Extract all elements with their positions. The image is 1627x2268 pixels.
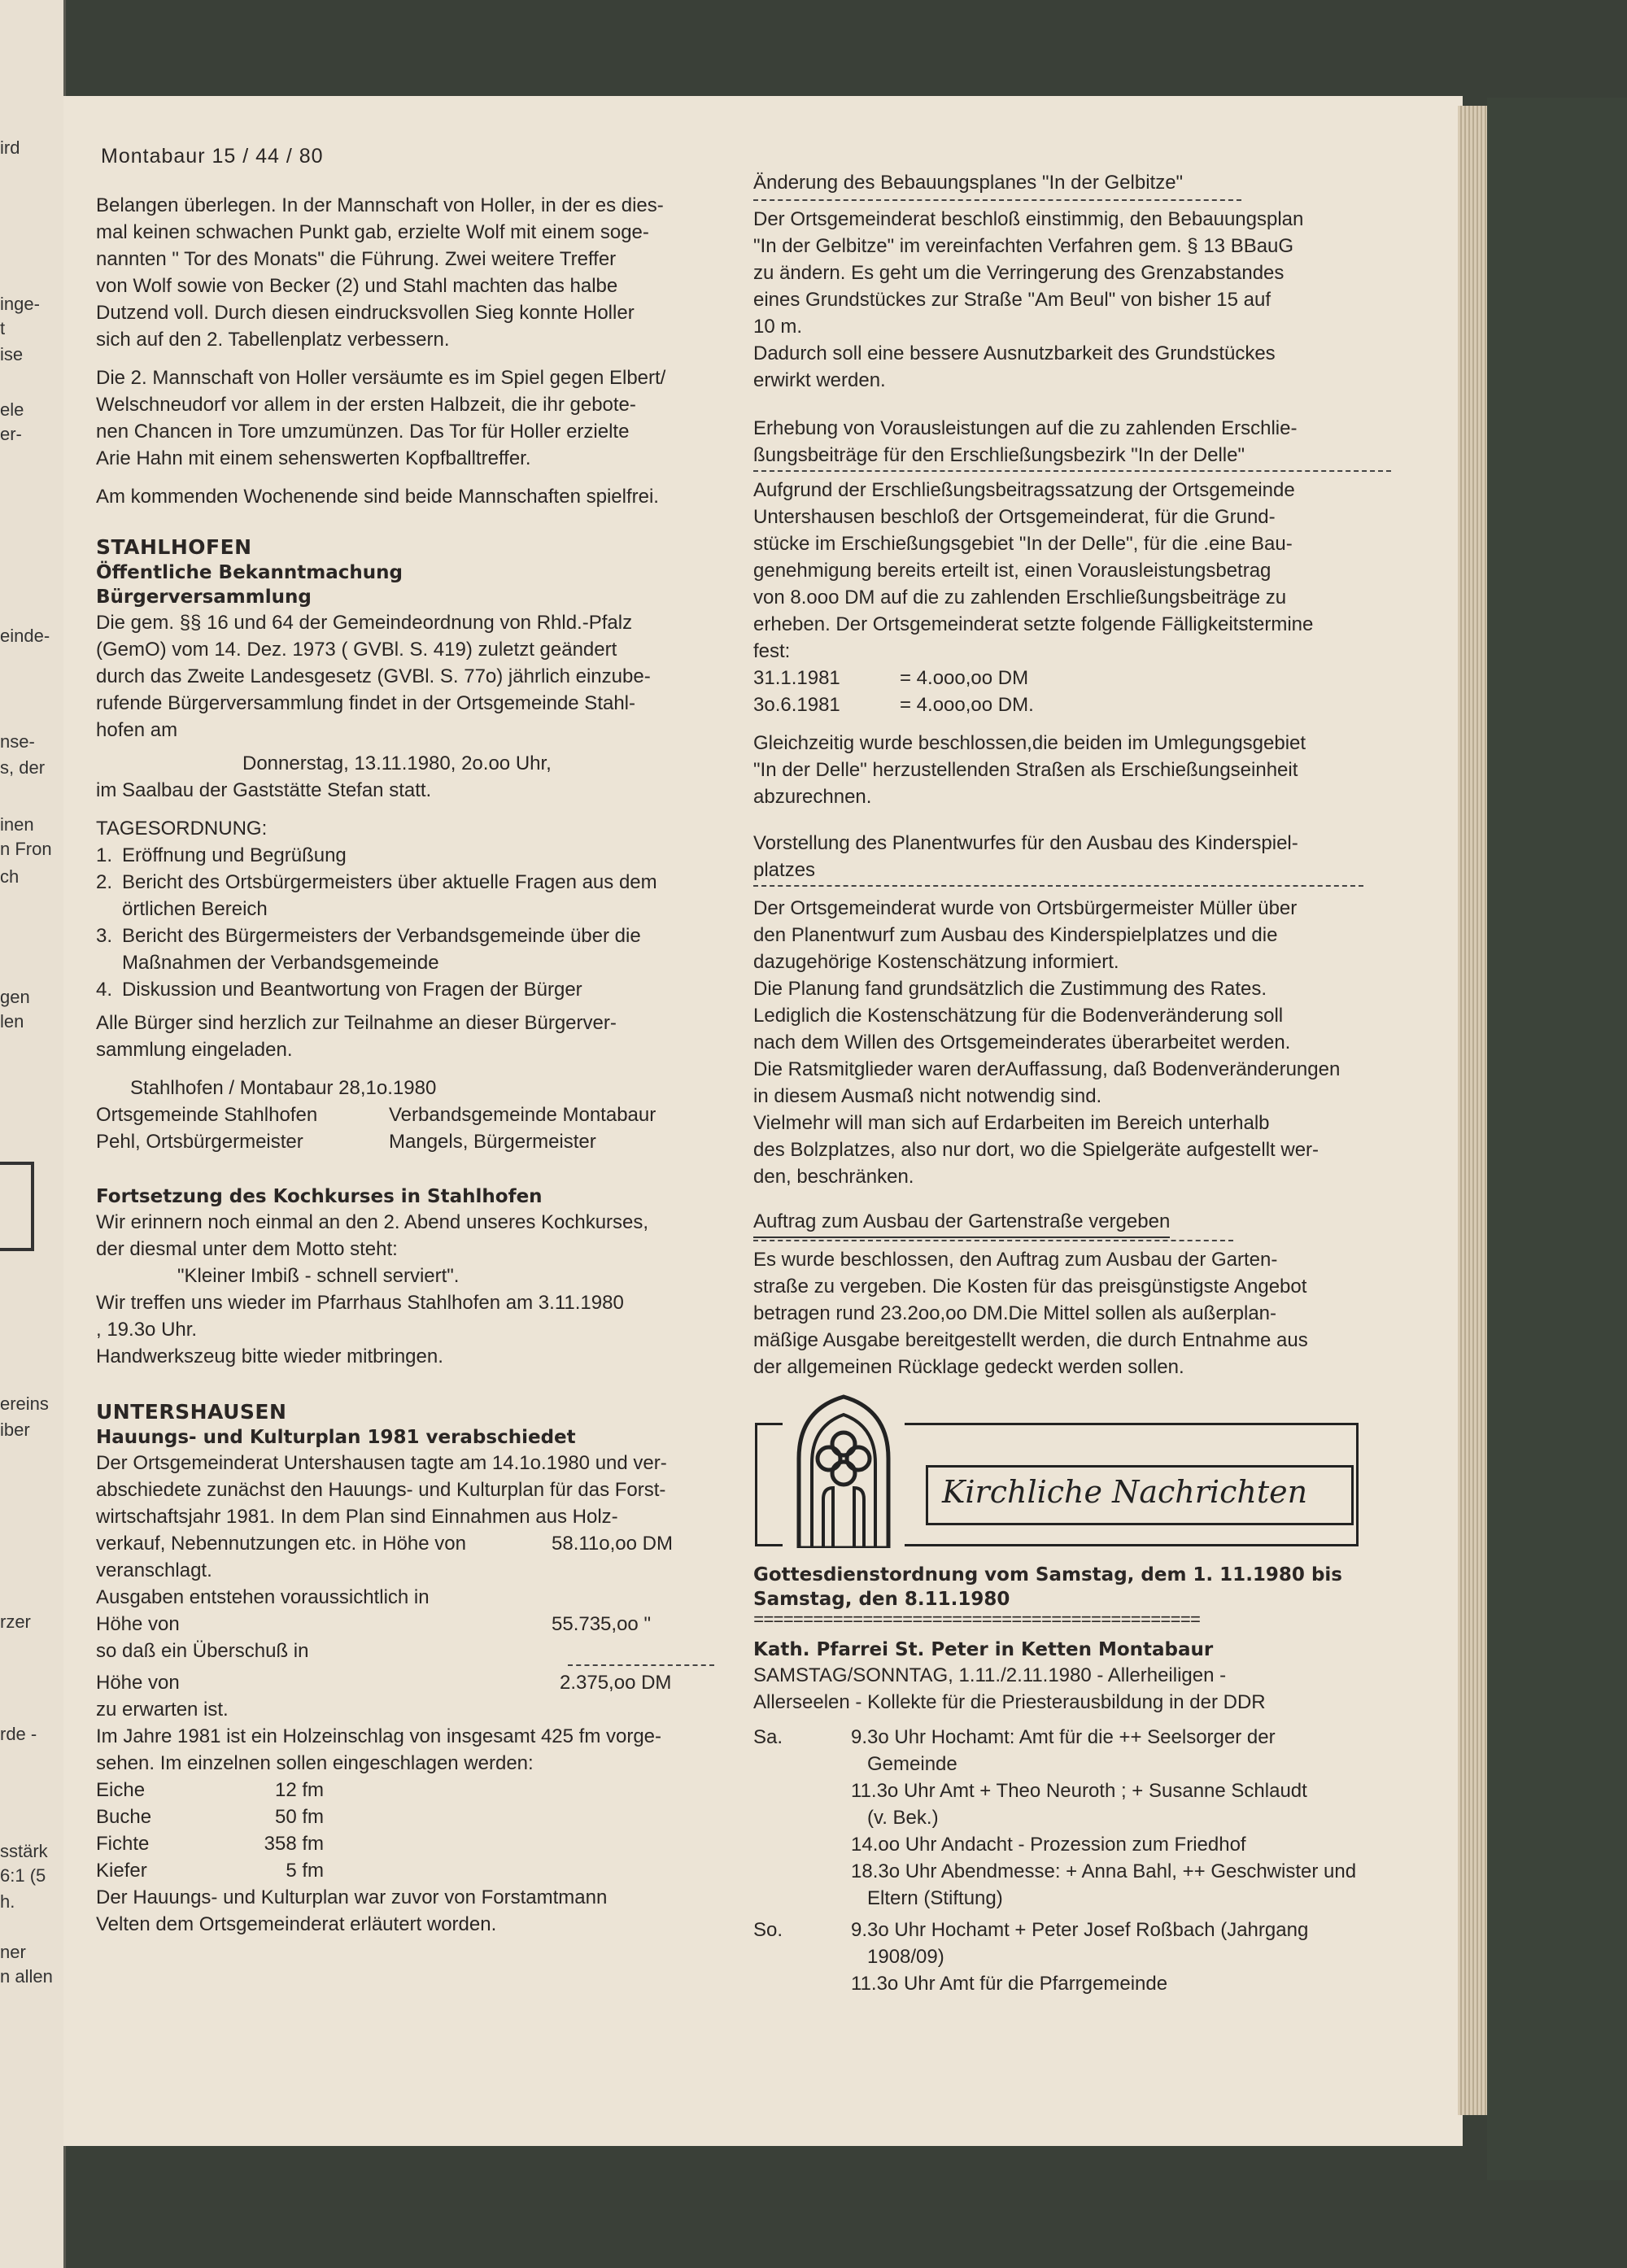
text-line: den Planentwurf zum Ausbau des Kinderspielplatzes und die xyxy=(753,924,1278,946)
sliver-fragment: s, der xyxy=(0,757,46,778)
kinderspielplatz-body xyxy=(753,895,1461,1190)
surplus-tail: zu erwarten ist. xyxy=(96,1699,229,1721)
wood-amount: 50 fm xyxy=(274,1806,324,1828)
text-line: von 8.ooo DM auf die zu zahlenden Erschließungsbeiträge zu xyxy=(753,587,1287,608)
agenda-number: 1. xyxy=(96,844,113,866)
text-line: in diesem Ausmaß nicht notwendig sind. xyxy=(753,1085,1102,1107)
text-line: sich auf den 2. Tabellenplatz verbessern. xyxy=(96,329,450,351)
stahlhofen-venue-line: im Saalbau der Gaststätte Stefan statt. xyxy=(96,779,432,801)
kochkurs-motto: "Kleiner Imbiß - schnell serviert". xyxy=(177,1265,460,1287)
wood-kind: Buche xyxy=(96,1806,152,1828)
service-entry: 1908/09) xyxy=(867,1946,944,1968)
stahlhofen-place-heading: STAHLHOFEN xyxy=(96,535,252,559)
text-line: genehmigung bereits erteilt ist, einen Vorausleistungsbetrag xyxy=(753,560,1272,582)
income-row xyxy=(96,1530,714,1557)
wood-row xyxy=(96,1803,373,1830)
wood-table xyxy=(96,1777,789,1884)
church-news-banner xyxy=(755,1423,1363,1545)
text-line: Die Ratsmitglieder waren derAuffassung, daß Bodenveränderungen xyxy=(753,1058,1341,1080)
agenda-text: Eröffnung und Begrüßung xyxy=(122,844,347,866)
service-intro-2: Allerseelen - Kollekte für die Priesterausbildung in der DDR xyxy=(753,1691,1266,1713)
due-date: 31.1.1981 xyxy=(753,667,840,689)
sliver-fragment: ner xyxy=(0,1942,26,1962)
agenda-item xyxy=(96,842,789,869)
text-line: von Wolf sowie von Becker (2) und Stahl machten das halbe xyxy=(96,275,618,297)
text-line: erwirkt werden. xyxy=(753,369,886,391)
text-line: der diesmal unter dem Motto steht: xyxy=(96,1238,398,1260)
service-entry: 11.3o Uhr Amt + Theo Neuroth ; + Susanne Schlaudt xyxy=(851,1780,1307,1802)
sliver-fragment: er- xyxy=(0,424,22,444)
agenda-item xyxy=(96,922,789,976)
sign-place: Stahlhofen / Montabaur 28,1o.1980 xyxy=(130,1077,437,1099)
kochkurs-lines-2 xyxy=(96,1289,789,1370)
invite-text xyxy=(96,1010,789,1063)
text-line: durch das Zweite Landesgesetz (GVBl. S. 77o) jährlich einzube- xyxy=(96,665,651,687)
vorausleistungen-title-1: Erhebung von Vorausleistungen auf die zu zahlenden Erschlie- xyxy=(753,417,1298,439)
agenda-number: 2. xyxy=(96,871,113,893)
left-column xyxy=(96,192,789,1938)
service-entry: 14.oo Uhr Andacht - Prozession zum Friedhof xyxy=(851,1834,1246,1856)
text-line: (GemO) vom 14. Dez. 1973 ( GVBl. S. 419) zuletzt geändert xyxy=(96,639,617,661)
income-value: 58.11o,oo DM xyxy=(552,1533,673,1555)
book-page-edges xyxy=(1458,106,1487,2115)
newspaper-page xyxy=(63,96,1463,2146)
text-line: Der Ortsgemeinderat beschloß einstimmig, den Bebauungsplan xyxy=(753,208,1304,230)
parish-heading: Kath. Pfarrei St. Peter in Ketten Montabaur xyxy=(753,1639,1214,1660)
sign-left-2: Pehl, Ortsbürgermeister xyxy=(96,1131,303,1153)
service-entry: Eltern (Stiftung) xyxy=(867,1887,1003,1909)
sliver-fragment: ele xyxy=(0,399,24,420)
sliver-fragment: n Fron xyxy=(0,839,52,859)
text-line: Velten dem Ortsgemeinderat erläutert worden. xyxy=(96,1913,497,1935)
gottesdienst-heading-1: Gottesdienstordnung vom Samstag, dem 1. 11.1980 bis xyxy=(753,1564,1342,1585)
stahlhofen-heading-1: Öffentliche Bekanntmachung xyxy=(96,562,403,583)
text-line: Dutzend voll. Durch diesen eindrucksvollen Sieg konnte Holler xyxy=(96,302,635,324)
text-line: "In der Delle" herzustellenden Straßen als Erschießungseinheit xyxy=(753,759,1298,781)
untershausen-body xyxy=(96,1450,789,1530)
wood-row xyxy=(96,1857,373,1884)
agenda-item xyxy=(96,869,789,922)
sign-right-2: Mangels, Bürgermeister xyxy=(389,1131,596,1153)
agenda-number: 3. xyxy=(96,925,113,947)
text-line: rufende Bürgerversammlung findet in der Ortsgemeinde Stahl- xyxy=(96,692,635,714)
stahlhofen-heading-2: Bürgerversammlung xyxy=(96,587,312,608)
sliver-fragment: sstärk xyxy=(0,1841,48,1861)
agenda-title: TAGESORDNUNG: xyxy=(96,818,268,840)
sport-paragraph-1 xyxy=(96,192,789,353)
text-line: Die Planung fand grundsätzlich die Zustimmung des Rates. xyxy=(753,978,1267,1000)
sign-right-1: Verbandsgemeinde Montabaur xyxy=(389,1104,656,1126)
service-entry: 18.3o Uhr Abendmesse: + Anna Bahl, ++ Geschwister und xyxy=(851,1860,1357,1882)
expense-label: Höhe von xyxy=(96,1613,180,1635)
income-tail: veranschlagt. xyxy=(96,1559,212,1581)
agenda-list xyxy=(96,842,789,1003)
service-day: Sa. xyxy=(753,1726,783,1748)
service-day: So. xyxy=(753,1919,783,1941)
service-day-block xyxy=(753,1917,1461,1997)
signature-row-1 xyxy=(96,1101,789,1128)
bebauungsplan-body xyxy=(753,206,1461,394)
expense-intro: Ausgaben entstehen voraussichtlich in xyxy=(96,1586,430,1608)
bebauungsplan-title: Änderung des Bebauungsplanes "In der Gelbitze" xyxy=(753,172,1184,194)
text-line: Alle Bürger sind herzlich zur Teilnahme an dieser Bürgerver- xyxy=(96,1012,617,1034)
sport-paragraph-3: Am kommenden Wochenende sind beide Mannschaften spielfrei. xyxy=(96,486,659,508)
adjacent-page-sliver xyxy=(0,0,66,2268)
text-line: stücke im Erschießungsgebiet "In der Delle", für die .eine Bau- xyxy=(753,533,1293,555)
agenda-text: Diskussion und Beantwortung von Fragen der Bürger xyxy=(122,979,582,1001)
expense-row xyxy=(96,1611,714,1638)
sliver-fragment: nse- xyxy=(0,731,35,752)
text-line: Untershausen beschloß der Ortsgemeinderat, für die Grund- xyxy=(753,506,1276,528)
text-line: Wir erinnern noch einmal an den 2. Abend unseres Kochkurses, xyxy=(96,1211,649,1233)
gartenstrasse-rule xyxy=(753,1240,1233,1241)
stahlhofen-body xyxy=(96,609,789,744)
text-line: Lediglich die Kostenschätzung für die Bodenveränderung soll xyxy=(753,1005,1284,1027)
text-line: nach dem Willen des Ortsgemeinderates überarbeitet werden. xyxy=(753,1032,1291,1053)
book-binding xyxy=(1487,98,1627,2180)
vorausleistungen-rule xyxy=(753,470,1391,472)
surplus-intro: so daß ein Überschuß in xyxy=(96,1640,309,1662)
untershausen-heading: Hauungs- und Kulturplan 1981 verabschiedet xyxy=(96,1427,576,1448)
service-day-block xyxy=(753,1724,1461,1912)
double-rule: ============================================= xyxy=(753,1612,1201,1631)
vorausleistungen-title-2: ßungsbeiträge für den Erschließungsbezirk "In der Delle" xyxy=(753,444,1245,466)
text-line: , 19.3o Uhr. xyxy=(96,1319,198,1341)
sliver-fragment: einde- xyxy=(0,626,50,646)
surplus-value: 2.375,oo DM xyxy=(560,1672,672,1694)
banner-title: Kirchliche Nachrichten xyxy=(942,1474,1308,1510)
sliver-fragment: iber xyxy=(0,1420,30,1440)
text-line: Die 2. Mannschaft von Holler versäumte es im Spiel gegen Elbert/ xyxy=(96,367,666,389)
text-line: hofen am xyxy=(96,719,178,741)
text-line: Im Jahre 1981 ist ein Holzeinschlag von insgesamt 425 fm vorge- xyxy=(96,1725,662,1747)
text-line: abzurechnen. xyxy=(753,786,872,808)
running-head: Montabaur 15 / 44 / 80 xyxy=(101,145,324,168)
sliver-fragment: n allen xyxy=(0,1966,53,1987)
text-line: Die gem. §§ 16 und 64 der Gemeindeordnung von Rhld.-Pfalz xyxy=(96,612,633,634)
sliver-fragment: 6:1 (5 xyxy=(0,1865,46,1886)
text-line: dazugehörige Kostenschätzung informiert. xyxy=(753,951,1119,973)
harvest-text xyxy=(96,1723,789,1777)
text-line: sammlung eingeladen. xyxy=(96,1039,293,1061)
service-entry: 9.3o Uhr Hochamt: Amt für die ++ Seelsorger der xyxy=(851,1726,1276,1748)
gottesdienst-heading-2: Samstag, den 8.11.1980 xyxy=(753,1589,1010,1610)
wood-amount: 5 fm xyxy=(286,1860,324,1882)
wood-amount: 358 fm xyxy=(264,1833,324,1855)
sliver-fragment: ise xyxy=(0,344,24,364)
sliver-fragment: ereins xyxy=(0,1394,49,1414)
service-entry: 9.3o Uhr Hochamt + Peter Josef Roßbach (Jahrgang xyxy=(851,1919,1309,1941)
expense-value: 55.735,oo " xyxy=(552,1613,651,1635)
text-line: Dadurch soll eine bessere Ausnutzbarkeit des Grundstückes xyxy=(753,342,1276,364)
text-line: mal keinen schwachen Punkt gab, erzielte Wolf mit einem soge- xyxy=(96,221,649,243)
kinderspielplatz-title-1: Vorstellung des Planentwurfes für den Ausbau des Kinderspiel- xyxy=(753,832,1298,854)
sliver-fragment: len xyxy=(0,1011,24,1032)
text-line: wirtschaftsjahr 1981. In dem Plan sind Einnahmen aus Holz- xyxy=(96,1506,618,1528)
text-line: Belangen überlegen. In der Mannschaft von Holler, in der es dies- xyxy=(96,194,664,216)
gartenstrasse-body xyxy=(753,1246,1461,1380)
due-date-row xyxy=(753,691,1461,718)
service-entry: Gemeinde xyxy=(867,1753,957,1775)
text-line: Welschneudorf vor allem in der ersten Halbzeit, die ihr gebote- xyxy=(96,394,636,416)
due-amount: = 4.ooo,oo DM xyxy=(900,667,1029,689)
service-entry: 11.3o Uhr Amt für die Pfarrgemeinde xyxy=(851,1973,1168,1995)
due-date-row xyxy=(753,665,1461,691)
sport-paragraph-2 xyxy=(96,364,789,472)
due-dates xyxy=(753,665,1461,718)
wood-amount: 12 fm xyxy=(274,1779,324,1801)
sign-left-1: Ortsgemeinde Stahlhofen xyxy=(96,1104,318,1126)
text-line: nannten " Tor des Monats" die Führung. Zwei weitere Treffer xyxy=(96,248,617,270)
agenda-number: 4. xyxy=(96,979,113,1001)
sliver-fragment: inen xyxy=(0,814,34,835)
text-line: abschiedete zunächst den Hauungs- und Kulturplan für das Forst- xyxy=(96,1479,666,1501)
adjacent-page-box xyxy=(0,1162,34,1251)
text-line: Wir treffen uns wieder im Pfarrhaus Stahlhofen am 3.11.1980 xyxy=(96,1292,624,1314)
agenda-text: Bericht des Ortsbürgermeisters über aktuelle Fragen aus dem xyxy=(122,871,657,893)
kochkurs-lines xyxy=(96,1209,789,1263)
surplus-label: Höhe von xyxy=(96,1672,180,1694)
text-line: straße zu vergeben. Die Kosten für das preisgünstigste Angebot xyxy=(753,1276,1307,1298)
due-date: 3o.6.1981 xyxy=(753,694,840,716)
text-line: zu ändern. Es geht um die Verringerung des Grenzabstandes xyxy=(753,262,1285,284)
sliver-fragment: ird xyxy=(0,137,20,158)
sliver-fragment: gen xyxy=(0,987,30,1007)
text-line: nen Chancen in Tore umzumünzen. Das Tor für Holler erzielte xyxy=(96,421,630,443)
agenda-item xyxy=(96,976,789,1003)
text-line: 10 m. xyxy=(753,316,803,338)
signature-row-2 xyxy=(96,1128,789,1155)
due-amount: = 4.ooo,oo DM. xyxy=(900,694,1034,716)
text-line: sehen. Im einzelnen sollen eingeschlagen werden: xyxy=(96,1752,534,1774)
kinderspielplatz-rule xyxy=(753,885,1363,887)
church-window-icon xyxy=(783,1394,905,1548)
gartenstrasse-title: Auftrag zum Ausbau der Gartenstraße vergeben xyxy=(753,1208,1170,1238)
wood-kind: Eiche xyxy=(96,1779,146,1801)
text-line: mäßige Ausgabe bereitgestellt werden, die durch Entnahme aus xyxy=(753,1329,1308,1351)
text-line: Es wurde beschlossen, den Auftrag zum Ausbau der Garten- xyxy=(753,1249,1278,1271)
vorausleistungen-body xyxy=(753,477,1461,665)
wood-kind: Kiefer xyxy=(96,1860,147,1882)
kochkurs-heading: Fortsetzung des Kochkurses in Stahlhofen xyxy=(96,1186,543,1207)
text-line: den, beschränken. xyxy=(753,1166,914,1188)
right-column xyxy=(753,169,1461,2002)
text-line: des Bolzplatzes, also nur dort, wo die Spielgeräte aufgestellt wer- xyxy=(753,1139,1319,1161)
text-line: Der Ortsgemeinderat wurde von Ortsbürgermeister Müller über xyxy=(753,897,1298,919)
text-line: betragen rund 23.2oo,oo DM.Die Mittel sollen als außerplan- xyxy=(753,1302,1277,1324)
stahlhofen-date-line: Donnerstag, 13.11.1980, 2o.oo Uhr, xyxy=(242,752,552,774)
sliver-fragment: ch xyxy=(0,866,20,887)
text-line: erheben. Der Ortsgemeinderat setzte folgende Fälligkeitstermine xyxy=(753,613,1314,635)
text-line: Gleichzeitig wurde beschlossen,die beiden im Umlegungsgebiet xyxy=(753,732,1306,754)
sliver-fragment: t xyxy=(0,318,6,338)
wood-row xyxy=(96,1830,373,1857)
agenda-text: Bericht des Bürgermeisters der Verbandsgemeinde über die xyxy=(122,925,641,947)
text-line: fest: xyxy=(753,640,791,662)
sliver-fragment: rde - xyxy=(0,1724,37,1744)
wood-row xyxy=(96,1777,373,1803)
sliver-fragment: inge- xyxy=(0,294,40,314)
bebauungsplan-rule xyxy=(753,199,1241,201)
vorausleistungen-body-2 xyxy=(753,730,1461,810)
text-line: Der Hauungs- und Kulturplan war zuvor von Forstamtmann xyxy=(96,1886,608,1908)
text-line: Handwerkszeug bitte wieder mitbringen. xyxy=(96,1346,443,1367)
service-intro-1: SAMSTAG/SONNTAG, 1.11./2.11.1980 - Allerheiligen - xyxy=(753,1664,1227,1686)
text-line: "In der Gelbitze" im vereinfachten Verfahren gem. § 13 BBauG xyxy=(753,235,1294,257)
text-line: Vielmehr will man sich auf Erdarbeiten im Bereich unterhalb xyxy=(753,1112,1270,1134)
service-entry: (v. Bek.) xyxy=(867,1807,939,1829)
text-line: Arie Hahn mit einem sehenswerten Kopfballtreffer. xyxy=(96,447,531,469)
text-line: eines Grundstückes zur Straße "Am Beul" von bisher 15 auf xyxy=(753,289,1272,311)
sliver-fragment: h. xyxy=(0,1891,15,1912)
kinderspielplatz-title-2: platzes xyxy=(753,859,816,881)
surplus-row xyxy=(96,1669,714,1696)
agenda-text: örtlichen Bereich xyxy=(122,898,268,920)
text-line: Der Ortsgemeinderat Untershausen tagte am 14.1o.1980 und ver- xyxy=(96,1452,667,1474)
text-line: der allgemeinen Rücklage gedeckt werden sollen. xyxy=(753,1356,1184,1378)
service-list xyxy=(753,1724,1461,1997)
untershausen-place-heading: UNTERSHAUSEN xyxy=(96,1400,287,1424)
untershausen-closing xyxy=(96,1884,789,1938)
wood-kind: Fichte xyxy=(96,1833,150,1855)
income-label: verkauf, Nebennutzungen etc. in Höhe von xyxy=(96,1533,466,1555)
agenda-text: Maßnahmen der Verbandsgemeinde xyxy=(122,952,439,974)
sliver-fragment: rzer xyxy=(0,1612,31,1632)
text-line: Aufgrund der Erschließungsbeitragssatzung der Ortsgemeinde xyxy=(753,479,1295,501)
